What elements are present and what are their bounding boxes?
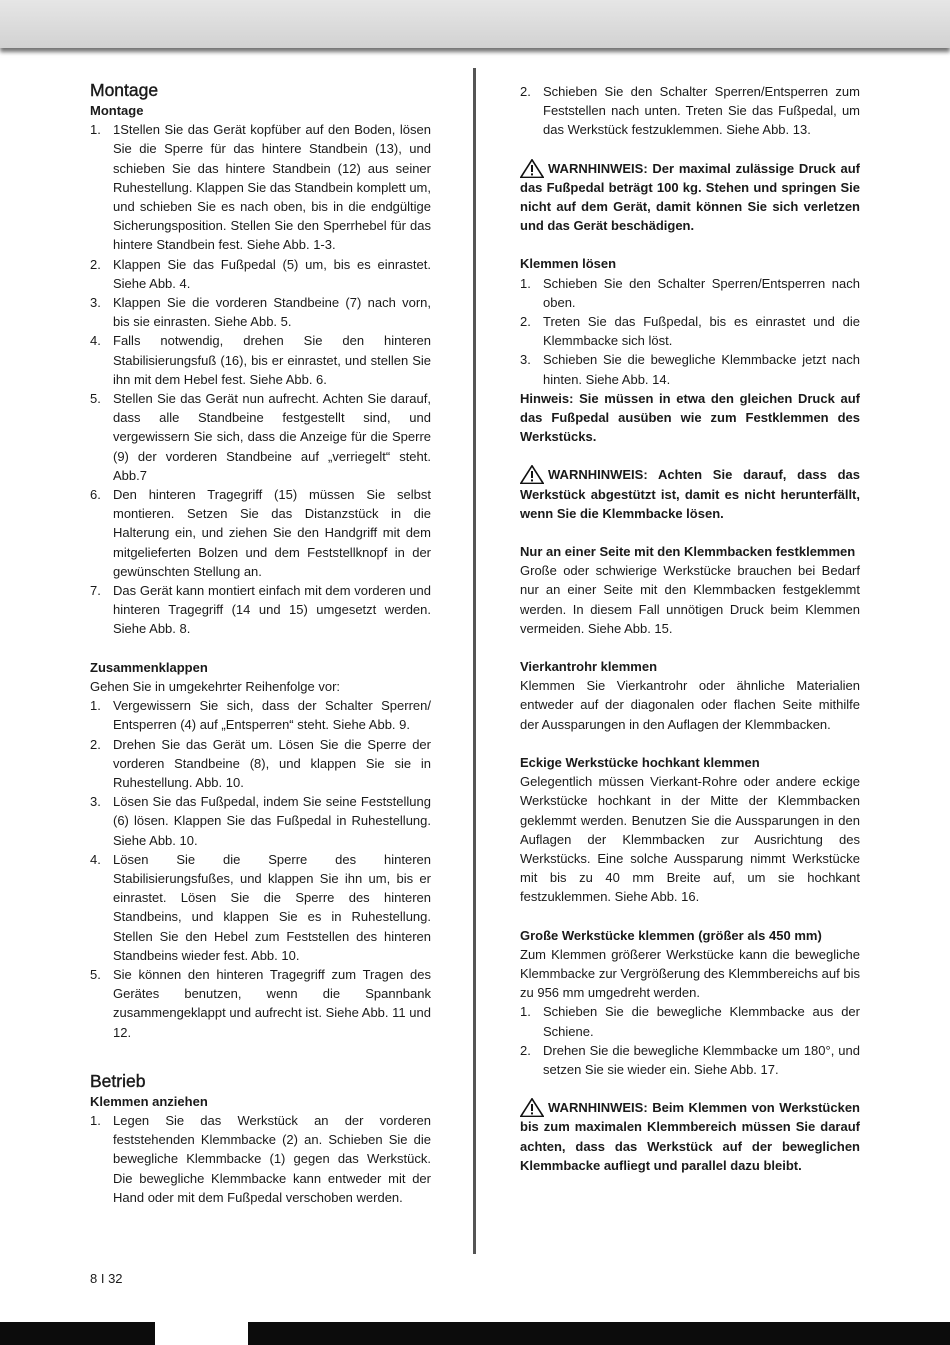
list-item bbox=[520, 1041, 860, 1079]
hinweis-note: Hinweis: Sie müssen in etwa den gleichen Druck auf das Fußpedal ausüben wie zum Festklemmen des Werkstücks. bbox=[520, 390, 860, 445]
warning-3-text: WARNHINWEIS: Beim Klemmen von Werkstücken bis zum maximalen Klemmbereich müssen Sie darauf achten, dass das Werkstück auf der beweglichen Klemmbacke aufliegt und parallel dazu bleibt. bbox=[520, 1100, 860, 1173]
list-item bbox=[520, 312, 860, 350]
list-item-text: Schieben Sie die bewegliche Klemmbacke aus der Schiene. bbox=[543, 1004, 860, 1039]
list-item-number: 6. bbox=[90, 487, 101, 503]
list-item bbox=[90, 792, 431, 850]
list-item-text: Falls notwendig, drehen Sie den hinteren Stabilisierungsfuß (16), bis er einrastet, und stellen Sie ihn mit dem Hebel fest. Siehe Abb. 6. bbox=[113, 333, 431, 387]
list-item-text: Vergewissern Sie sich, dass der Schalter Sperren/ Entsperren (4) auf „Entsperren“ steht. Siehe Abb. 9. bbox=[113, 698, 431, 733]
list-item-number: 3. bbox=[90, 295, 101, 311]
subheading-eckige-werkstuecke: Eckige Werkstücke hochkant klemmen bbox=[520, 754, 760, 770]
list-item-text: Drehen Sie das Gerät um. Lösen Sie die Sperre der vorderen Standbeine (8), und klappen Sie sie in Ruhestellung. Abb. 10. bbox=[113, 736, 431, 790]
section-heading-betrieb: Betrieb bbox=[90, 1070, 146, 1091]
montage-list bbox=[90, 120, 431, 638]
list-item-number: 2. bbox=[90, 736, 101, 752]
grosse-werkstuecke-list bbox=[520, 1002, 860, 1079]
klemmen-anziehen-list-continued bbox=[520, 82, 860, 140]
list-item-number: 2. bbox=[520, 1042, 531, 1058]
list-item bbox=[90, 735, 431, 793]
list-item-number: 1. bbox=[90, 1112, 101, 1128]
subheading-zusammenklappen: Zusammenklappen bbox=[90, 659, 208, 675]
list-item-text: Sie können den hinteren Tragegriff zum Tragen des Gerätes benutzen, wenn die Spannbank zusammengeklappt und aufrecht ist. Siehe Abb. 11 und 12. bbox=[113, 966, 431, 1040]
warning-triangle-icon bbox=[520, 1098, 548, 1117]
list-item-number: 1. bbox=[520, 275, 531, 291]
list-item-number: 2. bbox=[90, 256, 101, 272]
eckige-werkstuecke-text: Gelegentlich müssen Vierkant-Rohre oder andere eckige Werkstücke hochkant in der Mitte der Klemmbacken geklemmt werden. Benutzen Sie die Aussparungen in den Auflagen der Klemmbacken zur Ausrichtung des Werkstücks. Eine solche Aussparung nimmt Werkstücke mit bis zu 40 mm Breite auf, um sie hochkant festzuklemmen. Siehe Abb. 16. bbox=[520, 774, 860, 905]
klemmen-anziehen-list bbox=[90, 1111, 431, 1207]
list-item bbox=[520, 1002, 860, 1040]
subheading-vierkantrohr: Vierkantrohr klemmen bbox=[520, 659, 658, 675]
list-item bbox=[90, 485, 431, 581]
list-item-text: Schieben Sie die bewegliche Klemmbacke jetzt nach hinten. Siehe Abb. 14. bbox=[543, 352, 860, 387]
vierkantrohr-text: Klemmen Sie Vierkantrohr oder ähnliche Materialien entweder auf der diagonalen oder flachen Seite mithilfe der Aussparungen in den Auflagen der Klemmbacken. bbox=[520, 678, 860, 732]
einseitig-klemmen-text: Große oder schwierige Werkstücke brauchen bei Bedarf nur an einer Seite mit den Klemmbacken festgeklemmt werden. In diesem Fall unnötigen Druck beim Klemmen vermeiden. Siehe Abb. 15. bbox=[520, 563, 860, 636]
list-item-text: Lösen Sie die Sperre des hinteren Stabilisierungsfußes, und klappen Sie ihn um, bis er einrastet. Lösen Sie die Sperre des hinteren Standbeins, und klappen Sie es in Ruhestellung. Stellen Sie den Hebel zum Feststellen des hinteren Standbeins wieder fest. Abb. 10. bbox=[113, 851, 431, 963]
list-item-text: Klappen Sie die vorderen Standbeine (7) nach vorn, bis sie einrasten. Siehe Abb. 5. bbox=[113, 295, 431, 330]
list-item bbox=[90, 120, 431, 254]
list-item-text: Schieben Sie den Schalter Sperren/Entsperren nach oben. bbox=[543, 275, 860, 310]
list-item bbox=[90, 255, 431, 293]
list-item-text: Drehen Sie die bewegliche Klemmbacke um 180°, und setzen Sie sie wieder ein. Siehe Abb. 17. bbox=[543, 1042, 860, 1077]
zusammenklappen-list bbox=[90, 696, 431, 1042]
section-heading-montage: Montage bbox=[90, 80, 159, 100]
klemmen-loesen-list bbox=[520, 274, 860, 389]
list-item-text: Legen Sie das Werkstück an der vorderen feststehenden Klemmbacke (2) an. Schieben Sie die bewegliche Klemmbacke (1) gegen das Werkstück. Die bewegliche Klemmbacke kann entweder mit der Hand oder mit dem Fußpedal verschoben werden. bbox=[113, 1112, 431, 1205]
list-item-text: Stellen Sie das Gerät nun aufrecht. Achten Sie darauf, dass alle Standbeine festgestellt sind, und vergewissern Sie sich, dass die Anzeige für die Sperre (9) der vorderen Standbeine auf „verriegelt“ steht. Abb.7 bbox=[113, 391, 431, 483]
warning-triangle-icon bbox=[520, 465, 548, 484]
list-item bbox=[90, 293, 431, 331]
warning-2-text: WARNHINWEIS: Achten Sie darauf, dass das Werkstück abgestützt ist, damit es nicht herunterfällt, wenn Sie die Klemmbacke lösen. bbox=[520, 467, 860, 521]
list-item-number: 5. bbox=[90, 966, 101, 982]
warning-3 bbox=[520, 1098, 860, 1175]
list-item-number: 2. bbox=[520, 84, 531, 99]
list-item-number: 3. bbox=[520, 352, 531, 368]
list-item bbox=[90, 965, 431, 1042]
subheading-klemmen-loesen: Klemmen lösen bbox=[520, 256, 617, 272]
list-item-number: 4. bbox=[90, 851, 101, 867]
subheading-klemmen-anziehen: Klemmen anziehen bbox=[90, 1093, 208, 1109]
zusammenklappen-intro: Gehen Sie in umgekehrter Reihenfolge vor: bbox=[90, 678, 341, 694]
left-column bbox=[90, 79, 431, 1207]
list-item bbox=[90, 331, 431, 389]
list-item-number: 1. bbox=[90, 122, 101, 138]
right-column bbox=[520, 82, 860, 1175]
list-item bbox=[520, 350, 860, 388]
list-item-text: Lösen Sie das Fußpedal, indem Sie seine Feststellung (6) lösen. Klappen Sie das Fußpedal in Ruhestellung. Siehe Abb. 10. bbox=[113, 794, 431, 848]
warning-2 bbox=[520, 465, 860, 523]
list-item-number: 1. bbox=[90, 698, 101, 714]
list-item bbox=[520, 274, 860, 312]
warning-triangle-icon bbox=[520, 159, 548, 178]
list-item-text: 1Stellen Sie das Gerät kopfüber auf den Boden, lösen Sie die Sperre für das hintere Standbein (13), und schieben Sie das hintere Standbein (12) aus seiner Ruhestellung. Klappen Sie das Standbein komplett um, und schieben Sie es nach oben, bis in die endgültige Sicherungsposition. Stellen Sie den Sperrhebel für das hintere Standbein fest. Siehe Abb. 1-3. bbox=[113, 122, 431, 253]
list-item-number: 3. bbox=[90, 794, 101, 810]
subheading-montage: Montage bbox=[90, 103, 144, 118]
column-divider bbox=[473, 68, 476, 1254]
page-number: 8 I 32 bbox=[90, 1271, 123, 1286]
list-item-text: Schieben Sie den Schalter Sperren/Entsperren zum Feststellen nach unten. Treten Sie das Fußpedal, um das Werkstück festzuklemmen. Siehe Abb. 13. bbox=[543, 84, 860, 138]
list-item-number: 4. bbox=[90, 333, 101, 349]
warning-1 bbox=[520, 159, 860, 236]
subheading-einseitig-klemmen: Nur an einer Seite mit den Klemmbacken festklemmen bbox=[520, 544, 856, 560]
list-item-number: 5. bbox=[90, 391, 101, 407]
list-item-text: Das Gerät kann montiert einfach mit dem vorderen und hinteren Tragegriff (14 und 15) umgesetzt werden. Siehe Abb. 8. bbox=[113, 583, 431, 637]
list-item bbox=[90, 850, 431, 965]
list-item bbox=[90, 1111, 431, 1207]
footer-bar bbox=[0, 1322, 950, 1345]
list-item bbox=[90, 581, 431, 639]
warning-1-text: WARNHINWEIS: Der maximal zulässige Druck auf das Fußpedal beträgt 100 kg. Stehen und springen Sie nicht auf dem Gerät, damit können Sie sich verletzen und das Gerät beschädigen. bbox=[520, 160, 860, 234]
list-item-number: 1. bbox=[520, 1004, 531, 1020]
subheading-grosse-werkstuecke: Große Werkstücke klemmen (größer als 450 mm) bbox=[520, 927, 822, 943]
list-item bbox=[90, 389, 431, 485]
list-item-number: 2. bbox=[520, 314, 531, 330]
header-band bbox=[0, 0, 950, 48]
list-item-text: Treten Sie das Fußpedal, bis es einrastet und die Klemmbacke sich löst. bbox=[543, 314, 860, 349]
list-item-text: Den hinteren Tragegriff (15) müssen Sie selbst montieren. Setzen Sie das Distanzstück in die Halterung ein, und ziehen Sie den Handgriff mit dem mitgelieferten Bolzen und dem Feststellknopf in der gewünschten Stellung an. bbox=[113, 487, 431, 579]
list-item bbox=[520, 82, 860, 140]
footer-bar-gap bbox=[155, 1322, 248, 1345]
grosse-werkstuecke-text: Zum Klemmen größerer Werkstücke kann die bewegliche Klemmbacke zur Vergrößerung des Klemmbereichs auf bis zu 956 mm umgedreht werden. bbox=[520, 946, 860, 1001]
list-item bbox=[90, 696, 431, 734]
list-item-text: Klappen Sie das Fußpedal (5) um, bis es einrastet. Siehe Abb. 4. bbox=[113, 256, 431, 291]
list-item-number: 7. bbox=[90, 583, 101, 599]
